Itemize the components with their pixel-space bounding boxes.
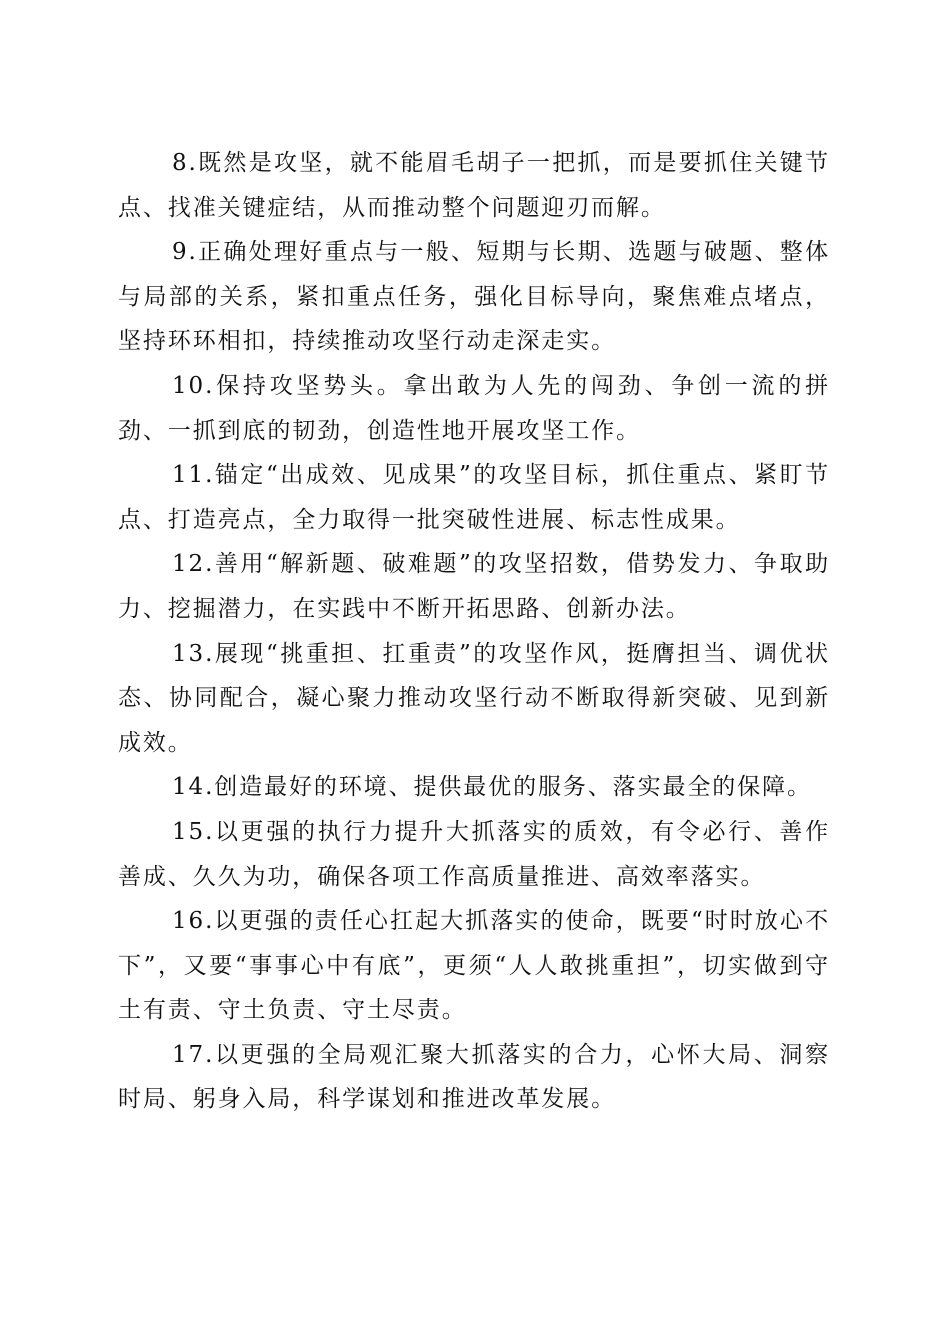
paragraph-13: 13.展现“挑重担、扛重责”的攻坚作风，挺膺担当、调优状态、协同配合，凝心聚力推动攻坚行动不断取得新突破、见到新成效。 [118, 640, 830, 756]
paragraph-17: 17.以更强的全局观汇聚大抓落实的合力，心怀大局、洞察时局、躬身入局，科学谋划和推进改革发展。 [118, 1041, 830, 1113]
paragraph-9: 9.正确处理好重点与一般、短期与长期、选题与破题、整体与局部的关系，紧扣重点任务，强化目标导向，聚焦难点堵点，坚持环环相扣，持续推动攻坚行动走深走实。 [118, 239, 830, 355]
paragraph-12: 12.善用“解新题、破难题”的攻坚招数，借势发力、争取助力、挖掘潜力，在实践中不断开拓思路、创新办法。 [118, 551, 830, 622]
paragraph-16: 16.以更强的责任心扛起大抓落实的使命，既要“时时放心不下”，又要“事事心中有底”，更须“人人敢挑重担”，切实做到守土有责、守土负责、守土尽责。 [118, 908, 830, 1024]
document-body [118, 141, 830, 1122]
paragraph-8: 8.既然是攻坚，就不能眉毛胡子一把抓，而是要抓住关键节点、找准关键症结，从而推动整个问题迎刃而解。 [118, 150, 830, 221]
paragraph-15: 15.以更强的执行力提升大抓落实的质效，有令必行、善作善成、久久为功，确保各项工作高质量推进、高效率落实。 [118, 818, 830, 890]
paragraph-14: 14.创造最好的环境、提供最优的服务、落实最全的保障。 [172, 774, 812, 801]
paragraph-10: 10.保持攻坚势头。拿出敢为人先的闯劲、争创一流的拼劲、一抓到底的韧劲，创造性地开展攻坚工作。 [118, 372, 830, 444]
paragraph-11: 11.锚定“出成效、见成果”的攻坚目标，抓住重点、紧盯节点、打造亮点，全力取得一批突破性进展、标志性成果。 [118, 462, 830, 533]
